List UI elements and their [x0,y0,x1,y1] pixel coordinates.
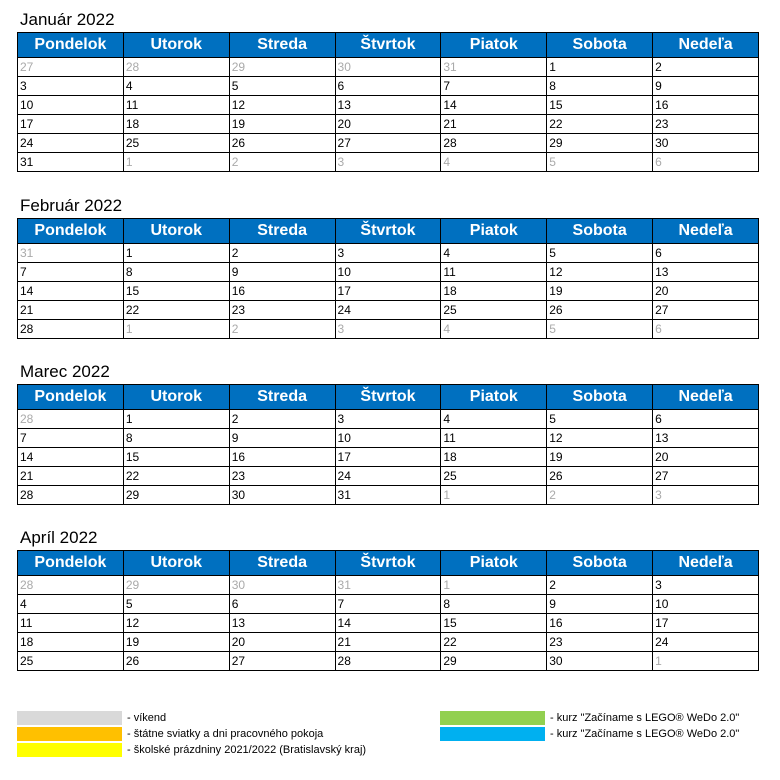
day-cell: 20 [653,448,759,467]
day-cell: 24 [335,467,441,486]
day-cell: 30 [335,58,441,77]
day-cell: 17 [653,614,759,633]
week-row [18,595,759,614]
day-cell: 24 [335,301,441,320]
weekday-header: Nedeľa [653,551,759,576]
day-cell: 5 [229,77,335,96]
day-cell: 4 [123,77,229,96]
legend-label-break: - školské prázdniny 2021/2022 (Bratislavský kraj) [127,744,367,756]
weekday-header: Nedeľa [653,33,759,58]
weekday-header: Streda [229,551,335,576]
day-cell: 13 [335,96,441,115]
weekday-header: Štvrtok [335,551,441,576]
day-cell: 18 [441,448,547,467]
week-row [18,282,759,301]
day-cell: 19 [123,633,229,652]
week-row [18,652,759,671]
legend-label-course-blue: - kurz "Začíname s LEGO® WeDo 2.0" [550,728,740,740]
day-cell: 27 [335,134,441,153]
day-cell: 12 [123,614,229,633]
day-cell: 1 [123,410,229,429]
day-cell: 16 [547,614,653,633]
day-cell: 28 [18,320,124,339]
day-cell: 6 [653,410,759,429]
day-cell: 8 [123,429,229,448]
day-cell: 31 [441,58,547,77]
day-cell: 13 [653,263,759,282]
day-cell: 2 [229,153,335,172]
week-row [18,77,759,96]
day-cell: 27 [229,652,335,671]
day-cell: 14 [18,448,124,467]
day-cell: 5 [547,244,653,263]
day-cell: 29 [229,58,335,77]
day-cell: 19 [547,448,653,467]
day-cell: 4 [441,244,547,263]
week-row [18,244,759,263]
week-row [18,115,759,134]
weekday-header-row [18,219,759,244]
legend-label-course-green: - kurz "Začíname s LEGO® WeDo 2.0" [550,712,740,724]
day-cell: 10 [335,263,441,282]
day-cell: 17 [335,282,441,301]
day-cell: 29 [547,134,653,153]
calendar-table [17,218,759,339]
day-cell: 29 [123,576,229,595]
day-cell: 3 [335,410,441,429]
day-cell: 19 [229,115,335,134]
legend-label-weekend: - víkend [127,712,167,724]
day-cell: 6 [229,595,335,614]
month-title: Január 2022 [20,10,115,29]
weekday-header-row [18,385,759,410]
day-cell: 27 [653,301,759,320]
day-cell: 2 [547,486,653,505]
weekday-header: Piatok [441,385,547,410]
weekday-header: Pondelok [18,551,124,576]
weekday-header: Utorok [123,219,229,244]
weekday-header-row [18,551,759,576]
day-cell: 31 [18,244,124,263]
day-cell: 15 [441,614,547,633]
weekday-header: Sobota [547,33,653,58]
day-cell: 1 [123,153,229,172]
day-cell: 6 [335,77,441,96]
day-cell: 16 [653,96,759,115]
day-cell: 14 [441,96,547,115]
weekday-header-row [18,33,759,58]
week-row [18,96,759,115]
day-cell: 30 [653,134,759,153]
day-cell: 17 [335,448,441,467]
day-cell: 3 [335,153,441,172]
day-cell: 31 [335,486,441,505]
day-cell: 23 [547,633,653,652]
day-cell: 18 [18,633,124,652]
day-cell: 28 [335,652,441,671]
day-cell: 3 [18,77,124,96]
day-cell: 23 [229,467,335,486]
day-cell: 3 [335,244,441,263]
day-cell: 8 [441,595,547,614]
week-row [18,410,759,429]
day-cell: 5 [547,153,653,172]
weekday-header: Streda [229,33,335,58]
day-cell: 26 [547,301,653,320]
day-cell: 1 [441,486,547,505]
week-row [18,301,759,320]
day-cell: 29 [441,652,547,671]
day-cell: 7 [441,77,547,96]
day-cell: 5 [547,410,653,429]
day-cell: 1 [547,58,653,77]
day-cell: 21 [441,115,547,134]
day-cell: 7 [18,429,124,448]
day-cell: 12 [547,429,653,448]
day-cell: 11 [18,614,124,633]
day-cell: 6 [653,153,759,172]
day-cell: 1 [123,320,229,339]
day-cell: 20 [229,633,335,652]
weekday-header: Pondelok [18,385,124,410]
day-cell: 11 [441,263,547,282]
legend-swatch-course-blue [440,727,545,741]
day-cell: 31 [335,576,441,595]
day-cell: 4 [441,410,547,429]
weekday-header: Piatok [441,551,547,576]
day-cell: 22 [441,633,547,652]
weekday-header: Utorok [123,551,229,576]
day-cell: 1 [123,244,229,263]
day-cell: 31 [18,153,124,172]
day-cell: 13 [229,614,335,633]
weekday-header: Streda [229,385,335,410]
day-cell: 21 [18,467,124,486]
day-cell: 10 [653,595,759,614]
day-cell: 30 [229,486,335,505]
day-cell: 26 [547,467,653,486]
weekday-header: Nedeľa [653,385,759,410]
weekday-header: Sobota [547,385,653,410]
week-row [18,614,759,633]
week-row [18,576,759,595]
day-cell: 2 [547,576,653,595]
week-row [18,429,759,448]
week-row [18,486,759,505]
day-cell: 30 [547,652,653,671]
legend-swatch-weekend [17,711,122,725]
weekday-header: Pondelok [18,33,124,58]
day-cell: 15 [123,282,229,301]
month-title: Február 2022 [20,196,123,215]
day-cell: 13 [653,429,759,448]
day-cell: 20 [653,282,759,301]
day-cell: 28 [18,410,124,429]
day-cell: 2 [229,410,335,429]
day-cell: 12 [547,263,653,282]
day-cell: 24 [18,134,124,153]
calendar-table [17,384,759,505]
day-cell: 19 [547,282,653,301]
weekday-header: Štvrtok [335,33,441,58]
day-cell: 29 [123,486,229,505]
day-cell: 28 [18,576,124,595]
day-cell: 4 [441,320,547,339]
weekday-header: Nedeľa [653,219,759,244]
day-cell: 5 [123,595,229,614]
day-cell: 22 [547,115,653,134]
day-cell: 15 [123,448,229,467]
weekday-header: Piatok [441,33,547,58]
day-cell: 23 [229,301,335,320]
day-cell: 28 [123,58,229,77]
day-cell: 3 [653,576,759,595]
day-cell: 3 [653,486,759,505]
legend-swatch-break [17,743,122,757]
month-title: Apríl 2022 [20,528,98,547]
day-cell: 2 [229,320,335,339]
day-cell: 2 [229,244,335,263]
day-cell: 17 [18,115,124,134]
day-cell: 7 [18,263,124,282]
weekday-header: Sobota [547,551,653,576]
day-cell: 11 [123,96,229,115]
day-cell: 28 [18,486,124,505]
legend-label-holiday: - štátne sviatky a dni pracovného pokoja [127,728,324,740]
day-cell: 16 [229,282,335,301]
day-cell: 25 [18,652,124,671]
weekday-header: Streda [229,219,335,244]
day-cell: 30 [229,576,335,595]
week-row [18,153,759,172]
day-cell: 14 [335,614,441,633]
weekday-header: Utorok [123,33,229,58]
day-cell: 9 [653,77,759,96]
weekday-header: Piatok [441,219,547,244]
day-cell: 16 [229,448,335,467]
week-row [18,633,759,652]
day-cell: 1 [441,576,547,595]
week-row [18,58,759,77]
day-cell: 6 [653,244,759,263]
day-cell: 18 [123,115,229,134]
legend-swatch-course-green [440,711,545,725]
day-cell: 1 [653,652,759,671]
day-cell: 8 [123,263,229,282]
legend-swatch-holiday [17,727,122,741]
day-cell: 9 [229,429,335,448]
day-cell: 6 [653,320,759,339]
day-cell: 21 [335,633,441,652]
day-cell: 18 [441,282,547,301]
day-cell: 25 [123,134,229,153]
day-cell: 26 [229,134,335,153]
day-cell: 12 [229,96,335,115]
day-cell: 9 [547,595,653,614]
weekday-header: Sobota [547,219,653,244]
calendar-table [17,32,759,172]
day-cell: 27 [653,467,759,486]
weekday-header: Štvrtok [335,385,441,410]
day-cell: 23 [653,115,759,134]
day-cell: 22 [123,467,229,486]
day-cell: 21 [18,301,124,320]
week-row [18,134,759,153]
day-cell: 25 [441,301,547,320]
day-cell: 3 [335,320,441,339]
week-row [18,263,759,282]
weekday-header: Štvrtok [335,219,441,244]
day-cell: 10 [335,429,441,448]
day-cell: 15 [547,96,653,115]
day-cell: 22 [123,301,229,320]
day-cell: 26 [123,652,229,671]
calendar-table [17,550,759,671]
month-title: Marec 2022 [20,362,110,381]
day-cell: 25 [441,467,547,486]
weekday-header: Utorok [123,385,229,410]
day-cell: 9 [229,263,335,282]
day-cell: 11 [441,429,547,448]
day-cell: 5 [547,320,653,339]
day-cell: 7 [335,595,441,614]
legend [17,711,759,761]
day-cell: 20 [335,115,441,134]
day-cell: 8 [547,77,653,96]
day-cell: 28 [441,134,547,153]
week-row [18,320,759,339]
week-row [18,467,759,486]
day-cell: 24 [653,633,759,652]
day-cell: 4 [441,153,547,172]
weekday-header: Pondelok [18,219,124,244]
day-cell: 14 [18,282,124,301]
day-cell: 4 [18,595,124,614]
day-cell: 2 [653,58,759,77]
day-cell: 27 [18,58,124,77]
week-row [18,448,759,467]
day-cell: 10 [18,96,124,115]
